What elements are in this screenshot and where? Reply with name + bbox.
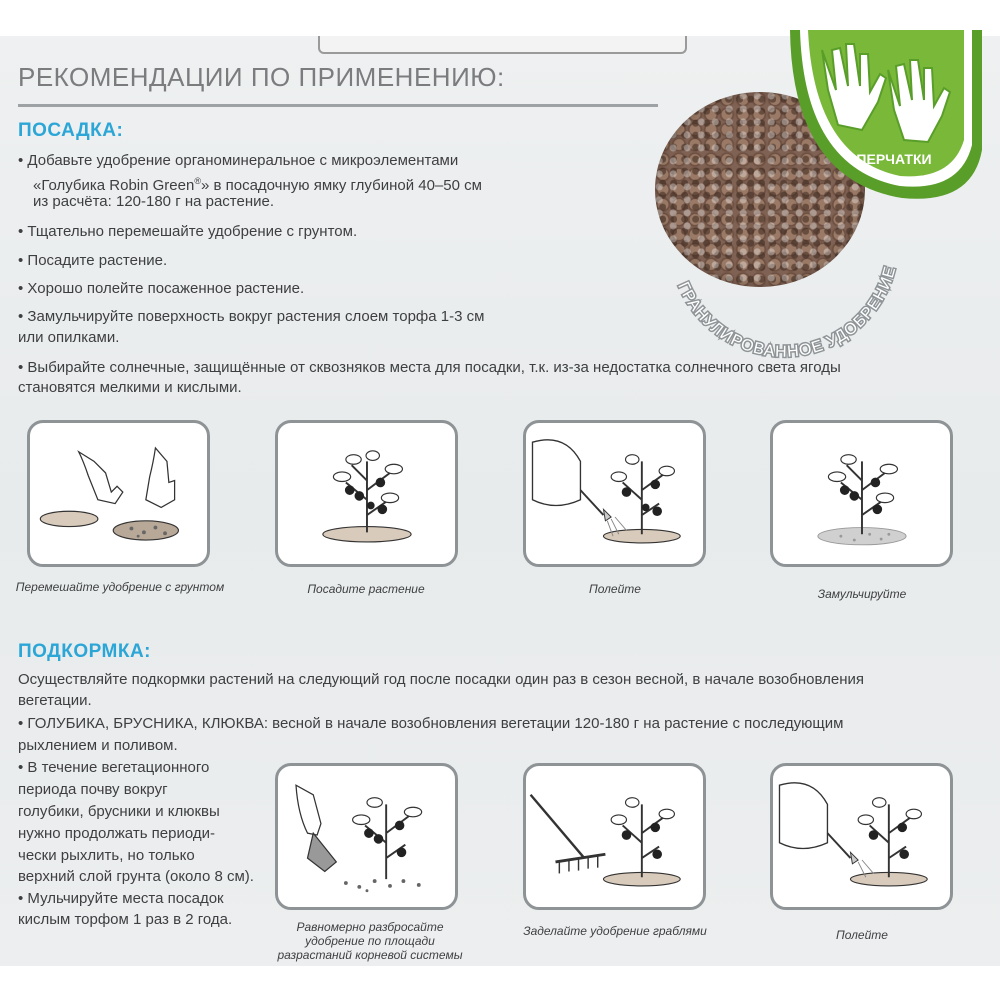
depth-text: » в посадочную ямку глубиной 40–50 см xyxy=(200,177,482,194)
caption-mulch: Замульчируйте xyxy=(817,587,907,601)
feeding-bullet-2-line-3: голубики, брусники и клюквы xyxy=(18,803,220,820)
illustration-mix xyxy=(27,420,210,567)
spreading-fertilizer-icon xyxy=(278,766,455,907)
feeding-bullet-2-line-4: нужно продолжать периоди- xyxy=(18,825,215,842)
svg-text:ГРАНУЛИРОВАННОЕ УДОБРЕНИЕ xyxy=(674,264,899,361)
planting-bullet-1-line-1: • Добавьте удобрение органоминеральное с микроэлементами xyxy=(18,152,459,169)
watering-can-icon xyxy=(526,423,703,564)
planting-bullet-5-line-2: или опилками. xyxy=(18,329,120,346)
granules-label: ГРАНУЛИРОВАННОЕ УДОБРЕНИЕ xyxy=(674,264,900,361)
planting-bullet-1-line-3: из расчёта: 120-180 г на растение. xyxy=(33,193,275,210)
planting-bullet-5-line-1: • Замульчируйте поверхность вокруг растения слоем торфа 1-3 см xyxy=(18,308,485,325)
feeding-intro-line-1: Осуществляйте подкормки растений на следующий год после посадки один раз в сезон весной, в начале возобновления xyxy=(18,671,864,688)
product-name: «Голубика Robin Green xyxy=(33,177,195,194)
illustration-spread xyxy=(275,763,458,910)
caption-water: Полейте xyxy=(589,582,641,596)
planting-bullet-6-line-1: • Выбирайте солнечные, защищённые от сквозняков места для посадки, т.к. из-за недостатка солнечного света ягоды xyxy=(18,359,841,376)
planting-bullet-3: • Посадите растение. xyxy=(18,252,168,269)
caption-spread-line-1: Равномерно разбросайте xyxy=(296,920,444,934)
watering-can-icon-2 xyxy=(773,766,950,907)
feeding-intro-line-2: вегетации. xyxy=(18,692,92,709)
title-divider xyxy=(18,104,658,107)
mulch-plant-icon xyxy=(773,423,950,564)
caption-water-2: Полейте xyxy=(836,928,888,942)
illustration-plant xyxy=(275,420,458,567)
caption-mix: Перемешайте удобрение с грунтом xyxy=(15,580,225,594)
illustration-mulch xyxy=(770,420,953,567)
feeding-bullet-1-line-1: • ГОЛУБИКА, БРУСНИКА, КЛЮКВА: весной в начале возобновления вегетации 120-180 г на растение с последующим xyxy=(18,715,844,732)
feeding-bullet-3-line-2: кислым торфом 1 раз в 2 года. xyxy=(18,911,233,928)
planting-bullet-4: • Хорошо полейте посаженное растение. xyxy=(18,280,305,297)
feeding-bullet-2-line-5: чески рыхлить, но только xyxy=(18,847,195,864)
rake-icon xyxy=(526,766,703,907)
caption-plant: Посадите растение xyxy=(307,582,425,596)
illustration-water xyxy=(523,420,706,567)
feeding-bullet-3-line-1: • Мульчируйте места посадок xyxy=(18,890,224,907)
plant-icon xyxy=(278,423,455,564)
planting-heading: ПОСАДКА: xyxy=(18,120,124,141)
illustration-water-2 xyxy=(770,763,953,910)
badge-label: ПЕРЧАТКИ xyxy=(856,151,932,167)
caption-spread-line-3: разрастаний корневой системы xyxy=(277,948,463,962)
feeding-heading: ПОДКОРМКА: xyxy=(18,641,151,662)
feeding-bullet-2-line-6: верхний слой грунта (около 8 см). xyxy=(18,868,254,885)
planting-bullet-6-line-2: становятся мелкими и кислыми. xyxy=(18,379,242,396)
planting-bullet-2: • Тщательно перемешайте удобрение с грунтом. xyxy=(18,223,358,240)
caption-spread-line-2: удобрение по площади xyxy=(305,934,435,948)
hands-mixing-icon xyxy=(30,423,207,564)
page-title: РЕКОМЕНДАЦИИ ПО ПРИМЕНЕНИЮ: xyxy=(18,62,505,92)
feeding-bullet-2-line-2: периода почву вокруг xyxy=(18,781,168,798)
gloves-badge xyxy=(782,30,982,200)
feeding-bullet-2-line-1: • В течение вегетационного xyxy=(18,759,210,776)
caption-spread xyxy=(270,920,470,962)
feeding-bullet-1-line-2: рыхлением и поливом. xyxy=(18,737,178,754)
illustration-rake xyxy=(523,763,706,910)
registered-mark: ® xyxy=(194,176,201,186)
package-tab xyxy=(318,36,687,54)
caption-rake: Заделайте удобрение граблями xyxy=(523,924,707,938)
